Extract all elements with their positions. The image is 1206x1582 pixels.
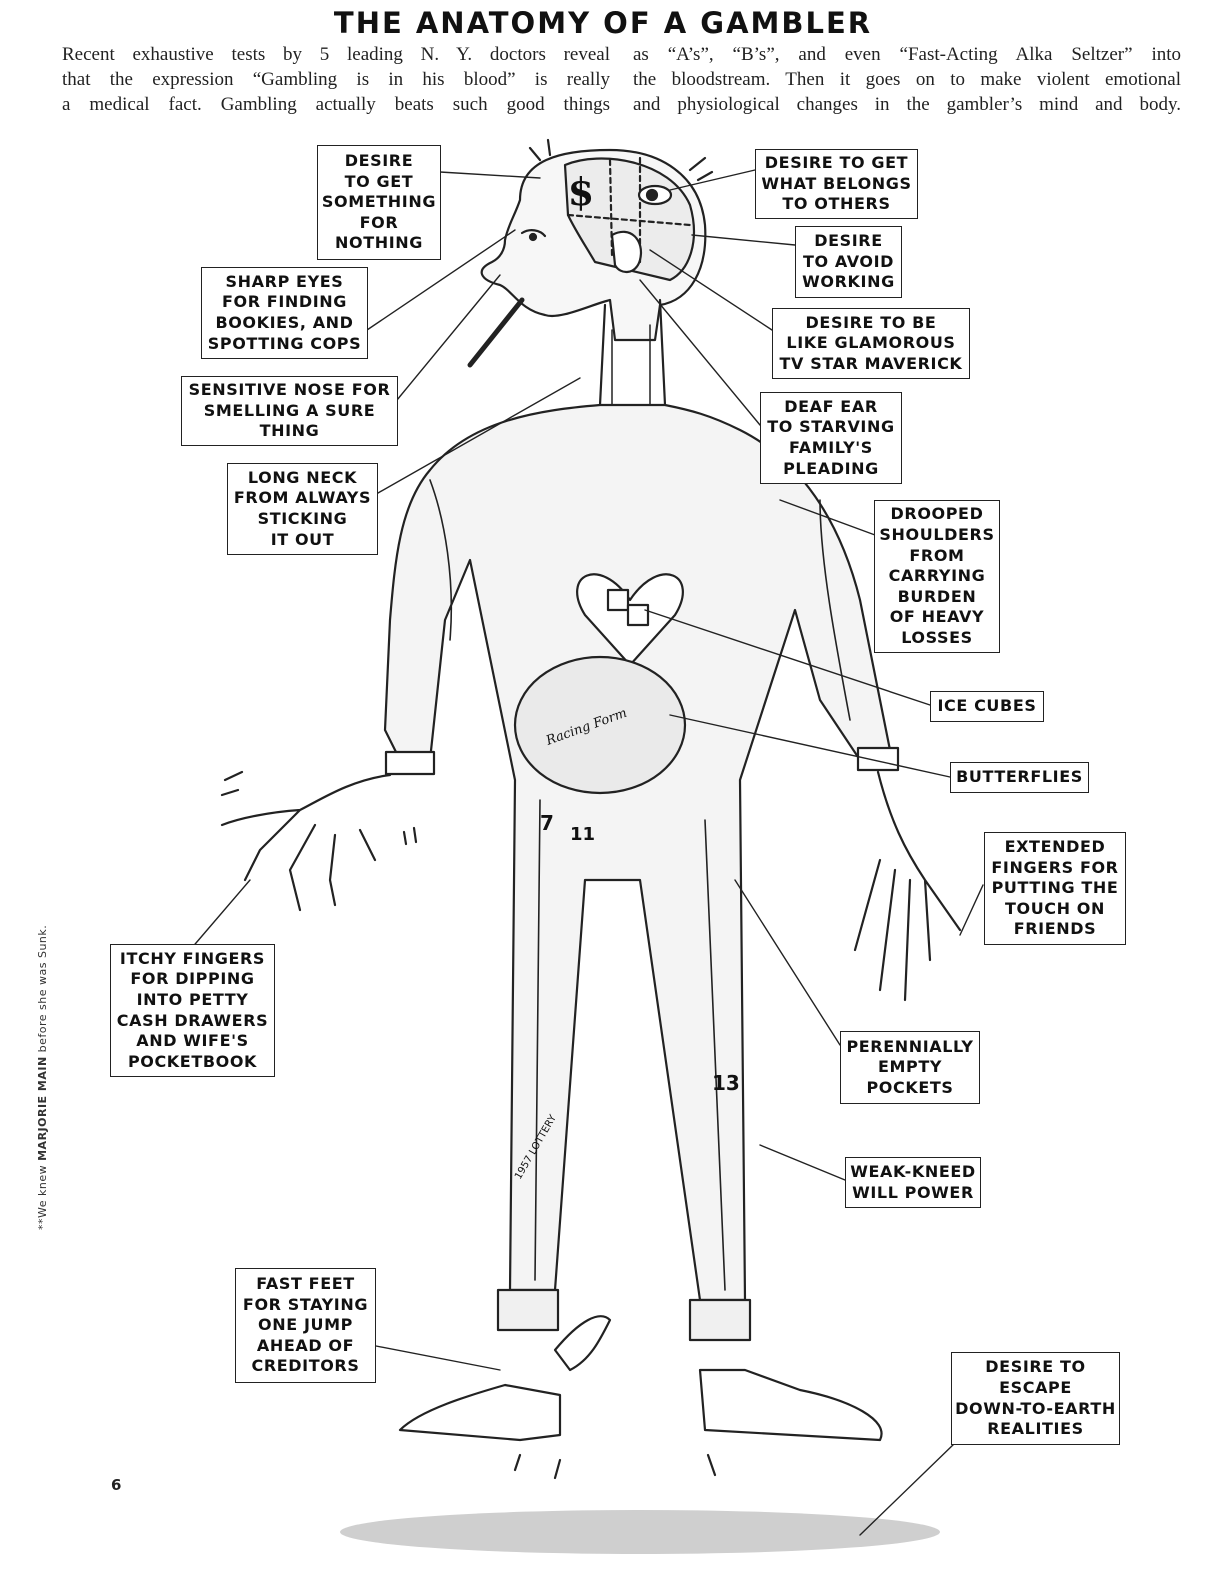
right-hand bbox=[855, 772, 960, 1000]
label-itchy-fingers: ITCHY FINGERS FOR DIPPING INTO PETTY CASH DRAWERS AND WIFE'S POCKETBOOK bbox=[110, 944, 275, 1077]
label-sensitive-nose: SENSITIVE NOSE FOR SMELLING A SURE THING bbox=[181, 376, 398, 446]
label-empty-pockets: PERENNIALLY EMPTY POCKETS bbox=[840, 1031, 980, 1104]
dollar-sign: $ bbox=[567, 169, 595, 214]
ground-shadow bbox=[340, 1510, 940, 1554]
label-deaf-ear: DEAF EAR TO STARVING FAMILY'S PLEADING bbox=[760, 392, 902, 484]
page-title: THE ANATOMY OF A GAMBLER bbox=[333, 6, 873, 40]
label-fast-feet: FAST FEET FOR STAYING ONE JUMP AHEAD OF CREDITORS bbox=[235, 1268, 376, 1383]
intro-line: that the expression “Gambling is in his blood” is really bbox=[62, 69, 610, 90]
label-something-for-nothing: DESIRE TO GET SOMETHING FOR NOTHING bbox=[317, 145, 441, 260]
intro-line: as “A’s”, “B’s”, and even “Fast-Acting Alka Seltzer” into bbox=[633, 44, 1181, 65]
label-maverick: DESIRE TO BE LIKE GLAMOROUS TV STAR MAVERICK bbox=[772, 308, 970, 379]
label-long-neck: LONG NECK FROM ALWAYS STICKING IT OUT bbox=[227, 463, 378, 555]
wing bbox=[555, 1316, 610, 1370]
intro-line: Recent exhaustive tests by 5 leading N. Y. doctors reveal bbox=[62, 44, 610, 65]
left-cuff bbox=[386, 752, 434, 774]
ear bbox=[612, 232, 641, 272]
intro-line: and physiological changes in the gambler’s mind and body. bbox=[633, 94, 1181, 115]
label-butterflies: BUTTERFLIES bbox=[950, 762, 1089, 793]
torso bbox=[385, 405, 890, 1300]
number-11: 11 bbox=[570, 824, 596, 845]
left-trouser-cuff bbox=[498, 1290, 558, 1330]
sidebar-credit: **We knew MARJORIE MAIN before she was Sunk. bbox=[36, 924, 49, 1230]
label-belongs-to-others: DESIRE TO GET WHAT BELONGS TO OTHERS bbox=[755, 149, 918, 219]
label-weak-kneed: WEAK-KNEED WILL POWER bbox=[845, 1157, 981, 1208]
left-hand bbox=[222, 775, 390, 910]
left-shoe bbox=[400, 1385, 560, 1440]
intro-line: the bloodstream. Then it goes on to make violent emotional bbox=[633, 69, 1181, 90]
label-sharp-eyes: SHARP EYES FOR FINDING BOOKIES, AND SPOTTING COPS bbox=[201, 267, 368, 359]
number-7: 7 bbox=[540, 811, 554, 835]
intro-line: a medical fact. Gambling actually beats such good things bbox=[62, 94, 610, 115]
racing-form-text: Racing Form bbox=[544, 705, 630, 749]
label-drooped-shoulders: DROOPED SHOULDERS FROM CARRYING BURDEN OF HEAVY LOSSES bbox=[874, 500, 1000, 653]
number-13: 13 bbox=[712, 1071, 740, 1095]
right-trouser-cuff bbox=[690, 1300, 750, 1340]
label-extended-fingers: EXTENDED FINGERS FOR PUTTING THE TOUCH ON FRIENDS bbox=[984, 832, 1126, 945]
right-cuff bbox=[858, 748, 898, 770]
label-escape-realities: DESIRE TO ESCAPE DOWN-TO-EARTH REALITIES bbox=[951, 1352, 1120, 1445]
label-ice-cubes: ICE CUBES bbox=[930, 691, 1044, 722]
page-number: 6 bbox=[111, 1476, 122, 1494]
lottery-ticket-text: 1957 LOTTERY bbox=[513, 1113, 559, 1182]
label-avoid-working: DESIRE TO AVOID WORKING bbox=[795, 226, 902, 298]
cigarette bbox=[470, 300, 522, 365]
right-shoe bbox=[700, 1370, 882, 1440]
